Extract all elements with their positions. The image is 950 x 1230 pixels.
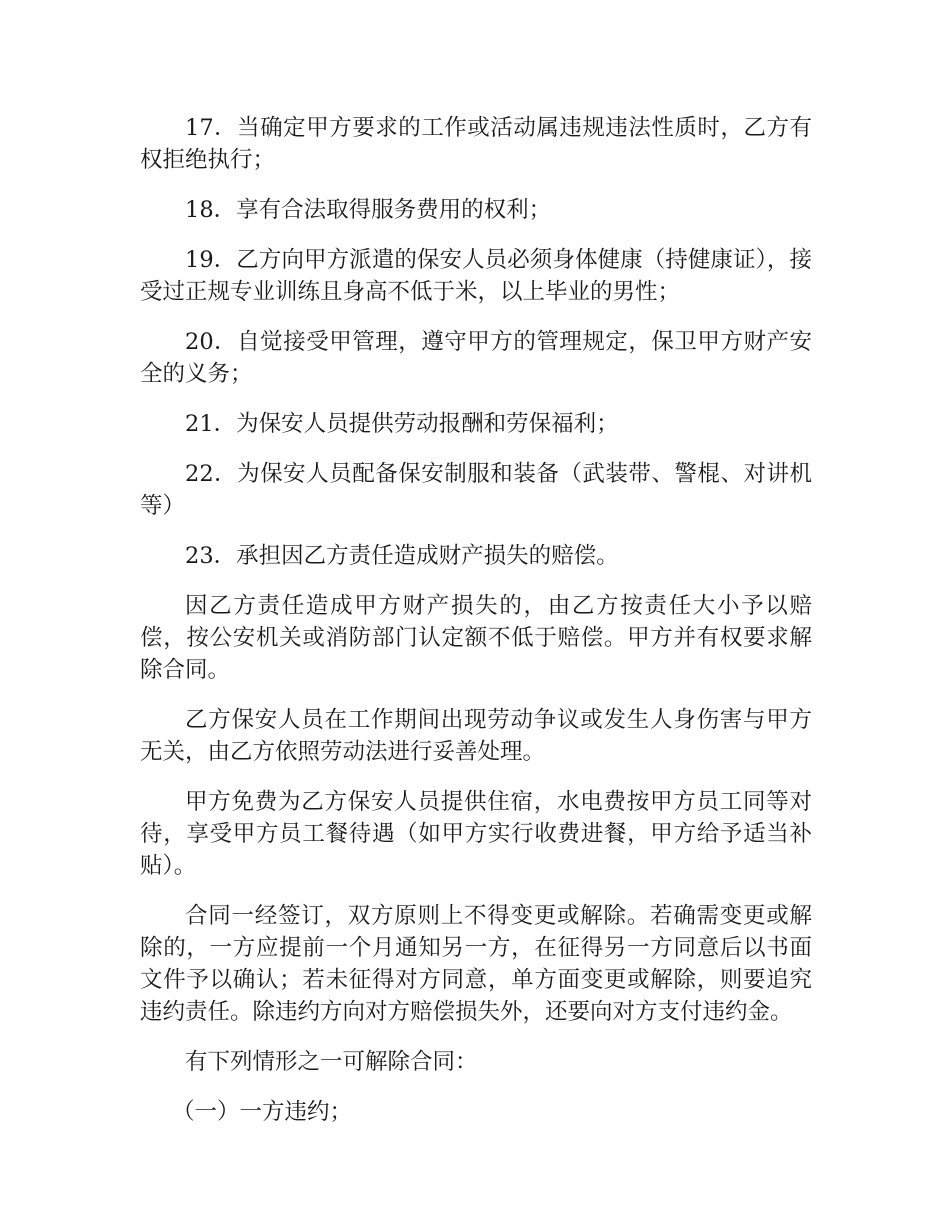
document-page <box>140 112 812 1146</box>
termination-item-1: （一）一方违约； <box>172 1099 353 1125</box>
compensation-paragraph: 因乙方责任造成甲方财产损失的，由乙方按责任大小予以赔偿，按公安机关或消防部门认定额不低于赔偿。甲方并有权要求解除合同。 <box>140 593 812 683</box>
termination-heading: 有下列情形之一可解除合同： <box>185 1049 478 1075</box>
labor-dispute-paragraph: 乙方保安人员在工作期间出现劳动争议或发生人身伤害与甲方无关，由乙方依照劳动法进行妥善处理。 <box>140 707 812 765</box>
clause-20: 20．自觉接受甲管理，遵守甲方的管理规定，保卫甲方财产安全的义务； <box>140 329 812 387</box>
contract-change-paragraph: 合同一经签订，双方原则上不得变更或解除。若确需变更或解除的，一方应提前一个月通知另一方，在征得另一方同意后以书面文件予以确认；若未征得对方同意，单方面变更或解除，则要追究违约责任。除违约方向对方赔偿损失外，还要向对方支付违约金。 <box>140 903 812 1025</box>
clause-23: 23．承担因乙方责任造成财产损失的赔偿。 <box>185 543 619 569</box>
clause-21: 21．为保安人员提供劳动报酬和劳保福利； <box>185 411 619 437</box>
clause-19: 19．乙方向甲方派遣的保安人员必须身体健康（持健康证），接受过正规专业训练且身高不低于米，以上毕业的男性； <box>140 247 812 305</box>
clause-22: 22．为保安人员配备保安制服和装备（武装带、警棍、对讲机等） <box>140 461 812 519</box>
accommodation-paragraph: 甲方免费为乙方保安人员提供住宿，水电费按甲方员工同等对待，享受甲方员工餐待遇（如甲方实行收费进餐，甲方给予适当补贴）。 <box>140 789 812 879</box>
clause-18: 18．享有合法取得服务费用的权利； <box>185 197 552 223</box>
clause-17: 17．当确定甲方要求的工作或活动属违规违法性质时，乙方有权拒绝执行； <box>140 115 812 173</box>
